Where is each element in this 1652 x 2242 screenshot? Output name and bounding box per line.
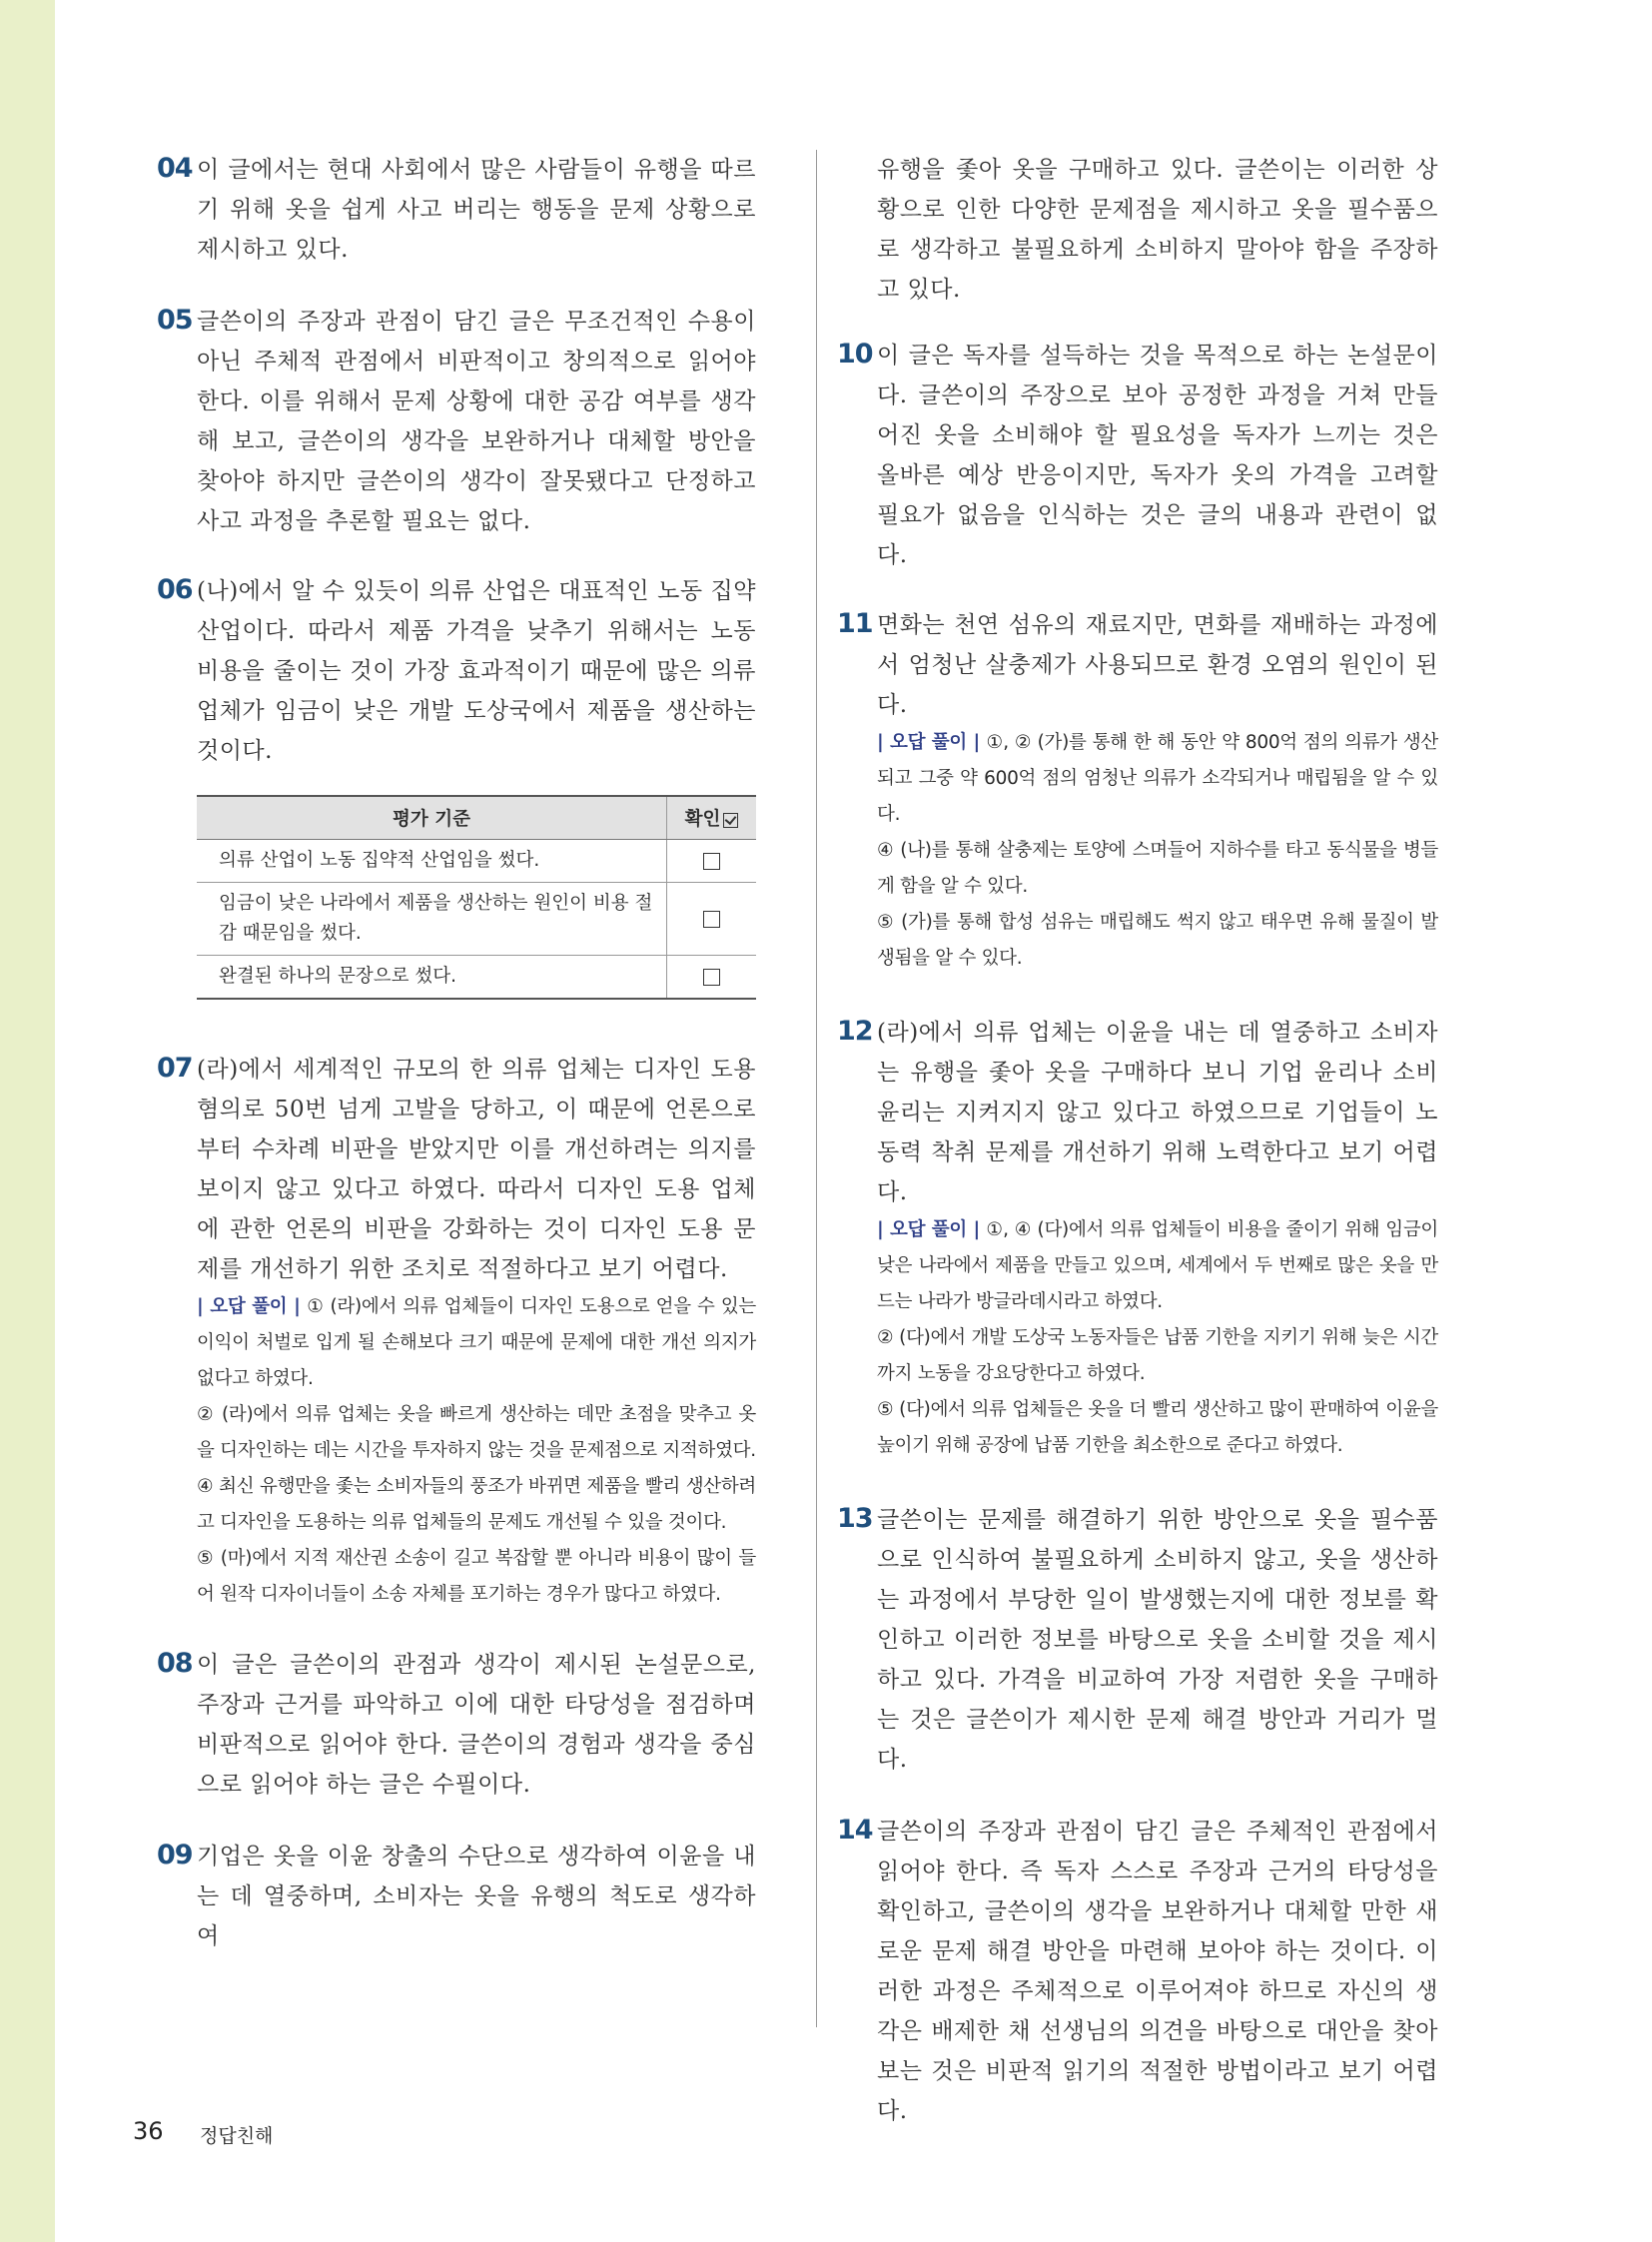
table-row bbox=[197, 840, 756, 883]
table-row bbox=[197, 956, 756, 1000]
item-number: 14 bbox=[837, 1815, 873, 1846]
checkbox[interactable] bbox=[703, 853, 720, 870]
wrong-answer-note: ④ 최신 유행만을 좇는 소비자들의 풍조가 바뀌면 제품을 빨리 생산하려고 디자인을 도용하는 의류 업체들의 문제도 개선될 수 있을 것이다. bbox=[197, 1476, 756, 1533]
item-text: 글쓴이의 주장과 관점이 담긴 글은 무조건적인 수용이 아닌 주체적 관점에서 비판적이고 창의적으로 읽어야 한다. 이를 위해서 문제 상황에 대한 공감 여부를 생각해 보고, 글쓴이의 생각을 보완하거나 대체할 방안을 찾아야 하지만 글쓴이의 생각이 잘못됐다고 단정하고 사고 과정을 추론할 필요는 없다. bbox=[197, 309, 756, 534]
check-cell bbox=[667, 956, 757, 1000]
table-header-check: 확인 bbox=[667, 796, 757, 840]
answer-item-11 bbox=[837, 605, 1438, 977]
item-number: 08 bbox=[157, 1648, 193, 1679]
item-number: 05 bbox=[157, 305, 193, 336]
wrong-answer-note: | 오답 풀이 | ①, ④ (다)에서 의류 업체들이 비용을 줄이기 위해 임금이 낮은 나라에서 제품을 만들고 있으며, 세계에서 두 번째로 많은 옷을 만드는 나라가 방글라데시라고 하였다. bbox=[877, 1219, 1438, 1312]
wrong-answer-note: | 오답 풀이 | ① (라)에서 의류 업체들이 디자인 도용으로 얻을 수 있는 이익이 처벌로 입게 될 손해보다 크기 때문에 문제에 대한 개선 의지가 없다고 하였다. bbox=[197, 1296, 756, 1389]
item-text: (라)에서 세계적인 규모의 한 의류 업체는 디자인 도용 혐의로 50번 넘게 고발을 당하고, 이 때문에 언론으로부터 수차례 비판을 받았지만 이를 개선하려는 의지를 보이지 않고 있다고 하였다. 따라서 디자인 도용 업체에 관한 언론의 비판을 강화하는 것이 디자인 도용 문제를 개선하기 위한 조치로 적절하다고 보기 어렵다. bbox=[197, 1057, 756, 1282]
answer-item-14 bbox=[837, 1812, 1438, 2131]
checkmark-icon bbox=[723, 813, 738, 828]
item-number: 09 bbox=[157, 1840, 193, 1870]
check-cell bbox=[667, 840, 757, 883]
checkbox[interactable] bbox=[703, 911, 720, 928]
side-color-band bbox=[0, 0, 55, 2242]
page-number: 36 bbox=[133, 2117, 164, 2145]
left-column bbox=[157, 150, 756, 1956]
item-text: (나)에서 알 수 있듯이 의류 산업은 대표적인 노동 집약 산업이다. 따라서 제품 가격을 낮추기 위해서는 노동 비용을 줄이는 것이 가장 효과적이기 때문에 많은 의류 업체가 임금이 낮은 개발 도상국에서 제품을 생산하는 것이다. bbox=[197, 578, 756, 764]
answer-item-08 bbox=[157, 1645, 756, 1805]
note-label: | 오답 풀이 | bbox=[197, 1296, 301, 1317]
item-text: 이 글은 글쓴이의 관점과 생각이 제시된 논설문으로, 주장과 근거를 파악하고 이에 대한 타당성을 점검하며 비판적으로 읽어야 한다. 글쓴이의 경험과 생각을 중심으로 읽어야 하는 글은 수필이다. bbox=[197, 1652, 756, 1798]
note-label: | 오답 풀이 | bbox=[877, 1219, 980, 1240]
item-text: 글쓴이는 문제를 해결하기 위한 방안으로 옷을 필수품으로 인식하여 불필요하게 소비하지 않고, 옷을 생산하는 과정에서 부당한 일이 발생했는지에 대한 정보를 확인하고 이러한 정보를 바탕으로 옷을 소비할 것을 제시하고 있다. 가격을 비교하여 가장 저렴한 옷을 구매하는 것은 글쓴이가 제시한 문제 해결 방안과 거리가 멀다. bbox=[877, 1507, 1438, 1773]
item-number: 11 bbox=[837, 608, 873, 639]
wrong-answer-note: ② (다)에서 개발 도상국 노동자들은 납품 기한을 지키기 위해 늦은 시간까지 노동을 강요당한다고 하였다. bbox=[877, 1327, 1438, 1384]
check-cell bbox=[667, 883, 757, 956]
answer-item-09 bbox=[157, 1837, 756, 1956]
item-text: 기업은 옷을 이윤 창출의 수단으로 생각하여 이윤을 내는 데 열중하며, 소비자는 옷을 유행의 척도로 생각하여 bbox=[197, 1844, 756, 1949]
answer-item-04 bbox=[157, 150, 756, 270]
item-number: 10 bbox=[837, 339, 873, 370]
answer-item-10 bbox=[837, 336, 1438, 575]
answer-item-13 bbox=[837, 1500, 1438, 1780]
item-text: (라)에서 의류 업체는 이윤을 내는 데 열중하고 소비자는 유행을 좇아 옷을 구매하다 보니 기업 윤리나 소비 윤리는 지켜지지 않고 있다고 하였으므로 기업들이 노동력 착취 문제를 개선하기 위해 노력한다고 보기 어렵다. bbox=[877, 1020, 1438, 1205]
footer-label: 정답친해 bbox=[200, 2125, 274, 2147]
item-number: 06 bbox=[157, 574, 193, 605]
item-number: 12 bbox=[837, 1016, 873, 1047]
criteria-cell: 임금이 낮은 나라에서 제품을 생산하는 원인이 비용 절감 때문임을 썼다. bbox=[197, 883, 667, 956]
item-number: 13 bbox=[837, 1503, 873, 1534]
checkbox[interactable] bbox=[703, 969, 720, 986]
wrong-answer-note: ⑤ (다)에서 의류 업체들은 옷을 더 빨리 생산하고 많이 판매하여 이윤을 높이기 위해 공장에 납품 기한을 최소한으로 준다고 하였다. bbox=[877, 1399, 1438, 1456]
item-text: 면화는 천연 섬유의 재료지만, 면화를 재배하는 과정에서 엄청난 살충제가 사용되므로 환경 오염의 원인이 된다. bbox=[877, 612, 1438, 718]
answer-item-07 bbox=[157, 1050, 756, 1613]
table-header-criteria: 평가 기준 bbox=[197, 796, 667, 840]
right-column bbox=[837, 150, 1438, 2131]
item-text: 글쓴이의 주장과 관점이 담긴 글은 주체적인 관점에서 읽어야 한다. 즉 독자 스스로 주장과 근거의 타당성을 확인하고, 글쓴이의 생각을 보완하거나 대체할 만한 새로운 문제 해결 방안을 마련해 보아야 하는 것이다. 이러한 과정은 주체적으로 이루어져야 하므로 자신의 생각은 배제한 채 선생님의 의견을 바탕으로 대안을 찾아보는 것은 비판적 읽기의 적절한 방법이라고 보기 어렵다. bbox=[877, 1819, 1438, 2124]
column-divider bbox=[816, 150, 817, 2027]
wrong-answer-note: | 오답 풀이 | ①, ② (가)를 통해 한 해 동안 약 800억 점의 의류가 생산되고 그중 약 600억 점의 엄청난 의류가 소각되거나 매립됨을 알 수 있다. bbox=[877, 732, 1438, 825]
note-label: | 오답 풀이 | bbox=[877, 732, 981, 753]
wrong-answer-note: ④ (나)를 통해 살충제는 토양에 스며들어 지하수를 타고 동식물을 병들게 함을 알 수 있다. bbox=[877, 840, 1438, 897]
wrong-answer-note: ② (라)에서 의류 업체는 옷을 빠르게 생산하는 데만 초점을 맞추고 옷을 디자인하는 데는 시간을 투자하지 않는 것을 문제점으로 지적하였다. bbox=[197, 1404, 756, 1461]
answer-item-09-continued bbox=[837, 150, 1438, 310]
wrong-answer-note: ⑤ (가)를 통해 합성 섬유는 매립해도 썩지 않고 태우면 유해 물질이 발생됨을 알 수 있다. bbox=[877, 912, 1438, 969]
item-text: 이 글에서는 현대 사회에서 많은 사람들이 유행을 따르기 위해 옷을 쉽게 사고 버리는 행동을 문제 상황으로 제시하고 있다. bbox=[197, 157, 756, 263]
answer-item-06 bbox=[157, 571, 756, 1000]
criteria-cell: 의류 산업이 노동 집약적 산업임을 썼다. bbox=[197, 840, 667, 883]
item-text: 이 글은 독자를 설득하는 것을 목적으로 하는 논설문이다. 글쓴이의 주장으로 보아 공정한 과정을 거쳐 만들어진 옷을 소비해야 할 필요성을 독자가 느끼는 것은 올바른 예상 반응이지만, 독자가 옷의 가격을 고려할 필요가 없음을 인식하는 것은 글의 내용과 관련이 없다. bbox=[877, 343, 1438, 568]
answer-item-05 bbox=[157, 302, 756, 541]
item-number: 04 bbox=[157, 153, 193, 184]
answer-item-12 bbox=[837, 1013, 1438, 1464]
evaluation-table bbox=[197, 795, 756, 1000]
item-text: 유행을 좇아 옷을 구매하고 있다. 글쓴이는 이러한 상황으로 인한 다양한 문제점을 제시하고 옷을 필수품으로 생각하고 불필요하게 소비하지 말아야 함을 주장하고 있다. bbox=[877, 157, 1438, 303]
wrong-answer-note: ⑤ (마)에서 지적 재산권 소송이 길고 복잡할 뿐 아니라 비용이 많이 들어 원작 디자이너들이 소송 자체를 포기하는 경우가 많다고 하였다. bbox=[197, 1548, 756, 1605]
table-row bbox=[197, 883, 756, 956]
criteria-cell: 완결된 하나의 문장으로 썼다. bbox=[197, 956, 667, 1000]
item-number: 07 bbox=[157, 1053, 193, 1084]
